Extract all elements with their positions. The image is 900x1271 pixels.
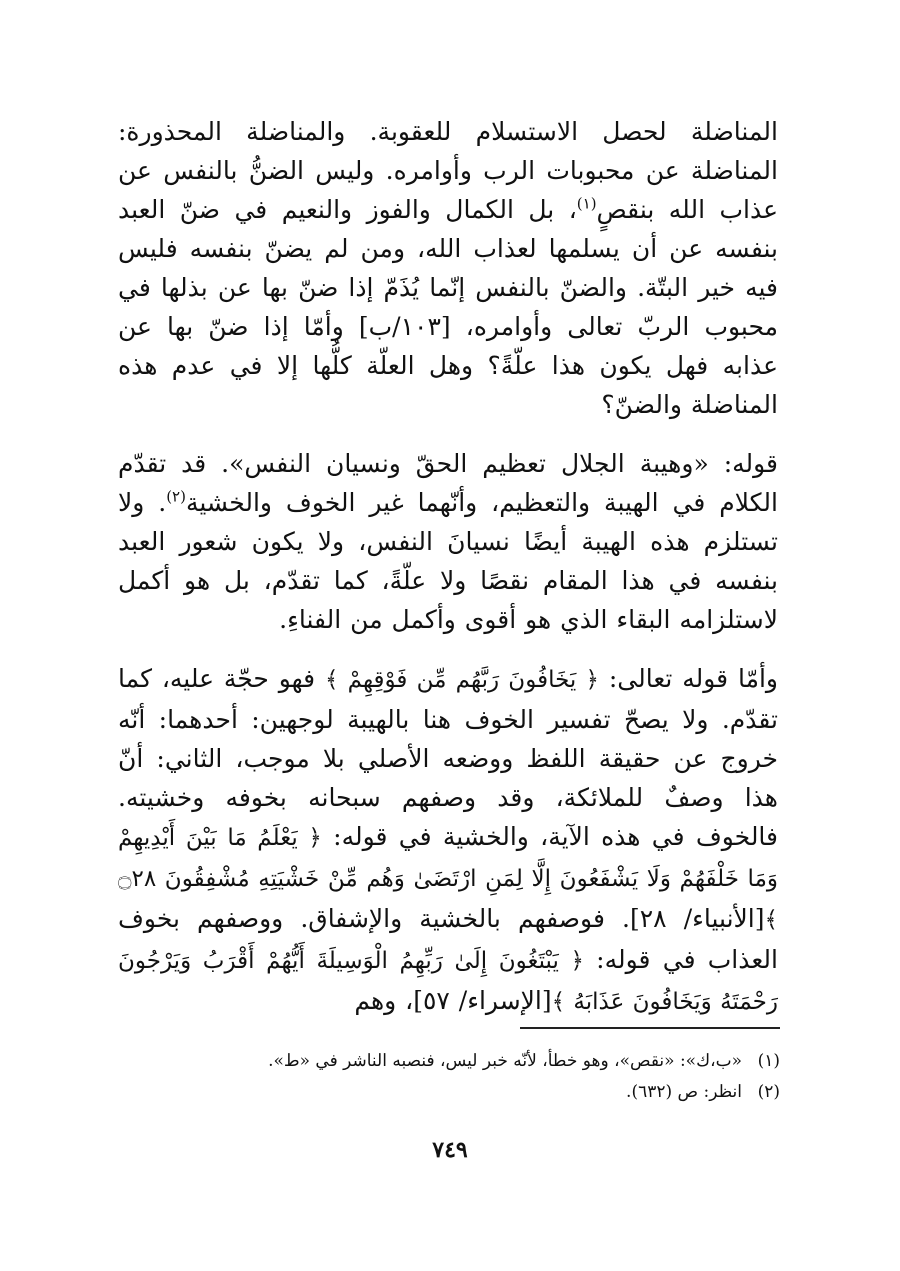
footnote-1 — [118, 1046, 780, 1077]
paragraph-3-text-c: . فوصفهم بالخشية والإشفاق. ووصفهم بخوف العذاب في قوله: — [118, 904, 778, 974]
paragraph-3-text-a: وأمّا قوله تعالى: — [599, 664, 778, 693]
footnote-ref-2[interactable]: (٢) — [166, 487, 186, 506]
paragraph-1-text-b: ، بل الكمال والفوز والنعيم في ضنّ العبد بنفسه عن أن يسلمها لعذاب الله، ومن لم يضنّ بنفسه فليس فيه خير البتّة. والضنّ بالنفس إنّما يُذَمّ إذا ضنّ بها عن بذلها في محبوب الربّ تعالى وأوامره، [١٠٣/ب] وأمّا إذا ضنّ بها عن عذابه فهل يكون هذا علّةً؟ وهل العلّة كلُّها إلا في عدم هذه المناضلة والضنّ؟ — [118, 195, 778, 419]
footnote-1-number: (١) — [757, 1051, 780, 1071]
paragraph-2 — [118, 444, 778, 639]
quran-verse-3: ﴿ يَبْتَغُونَ إِلَىٰ رَبِّهِمُ الْوَسِيلَةَ أَيُّهُمْ أَقْرَبُ وَيَرْجُونَ رَحْمَتَهُ وَيَخَافُونَ عَذَابَهُ ﴾ — [118, 948, 778, 1015]
paragraph-2-text-a: قوله: «وهيبة الجلال تعظيم الحقّ ونسيان النفس». قد تقدّم الكلام في الهيبة والتعظيم، وأنّهما غير الخوف والخشية — [118, 449, 778, 517]
page-body — [118, 112, 778, 1022]
paragraph-1 — [118, 112, 778, 424]
verse-reference-2: [الإسراء/ ٥٧] — [413, 986, 552, 1015]
quran-verse-1: ﴿ يَخَافُونَ رَبَّهُم مِّن فَوْقِهِمْ ﴾ — [324, 667, 600, 693]
footnotes — [118, 1046, 780, 1108]
paragraph-1-text-a: المناضلة لحصل الاستسلام للعقوبة. والمناضلة المحذورة: المناضلة عن محبوبات الرب وأوامره. وليس الضنُّ بالنفس عن عذاب الله بنقصٍ — [118, 117, 778, 224]
paragraph-3 — [118, 659, 778, 1022]
page-number: ٧٤٩ — [432, 1137, 468, 1163]
footnote-ref-1[interactable]: (١) — [576, 194, 597, 213]
quran-verse-2: ﴿ يَعْلَمُ مَا بَيْنَ أَيْدِيهِمْ وَمَا خَلْفَهُمْ وَلَا يَشْفَعُونَ إِلَّا لِمَنِ ارْتَضَىٰ وَهُم مِّنْ خَشْيَتِهِ مُشْفِقُونَ ۝٢٨ ﴾ — [118, 825, 778, 933]
footnote-divider — [520, 1027, 780, 1029]
paragraph-3-text-d: ، وهم — [354, 986, 414, 1015]
paragraph-3-text-b: فهو حجّة عليه، كما تقدّم. ولا يصحّ تفسير الخوف هنا بالهيبة لوجهين: أحدهما: أنّه خروج عن حقيقة اللفظ ووضعه الأصلي بلا موجب، الثاني: أنّ هذا وصفٌ للملائكة، وقد وصفهم سبحانه بخوفه وخشيته. فالخوف في هذه الآية، والخشية في قوله: — [118, 664, 778, 851]
verse-reference-1: [الأنبياء/ ٢٨] — [629, 904, 765, 933]
footnote-1-text: «ب،ك»: «نقص»، وهو خطأ، لأنّه خبر ليس، فنصبه الناشر في «ط». — [268, 1051, 742, 1071]
footnote-2 — [118, 1077, 780, 1108]
footnote-2-number: (٢) — [757, 1082, 780, 1102]
footnote-2-text: انظر: ص (٦٣٢). — [626, 1082, 742, 1102]
paragraph-2-text-b: . ولا تستلزم هذه الهيبة أيضًا نسيانَ النفس، ولا يكون شعور العبد بنفسه في هذا المقام نقصًا ولا علّةً، كما تقدّم، بل هو أكمل لاستلزامه البقاء الذي هو أقوى وأكمل من الفناءِ. — [118, 488, 778, 634]
